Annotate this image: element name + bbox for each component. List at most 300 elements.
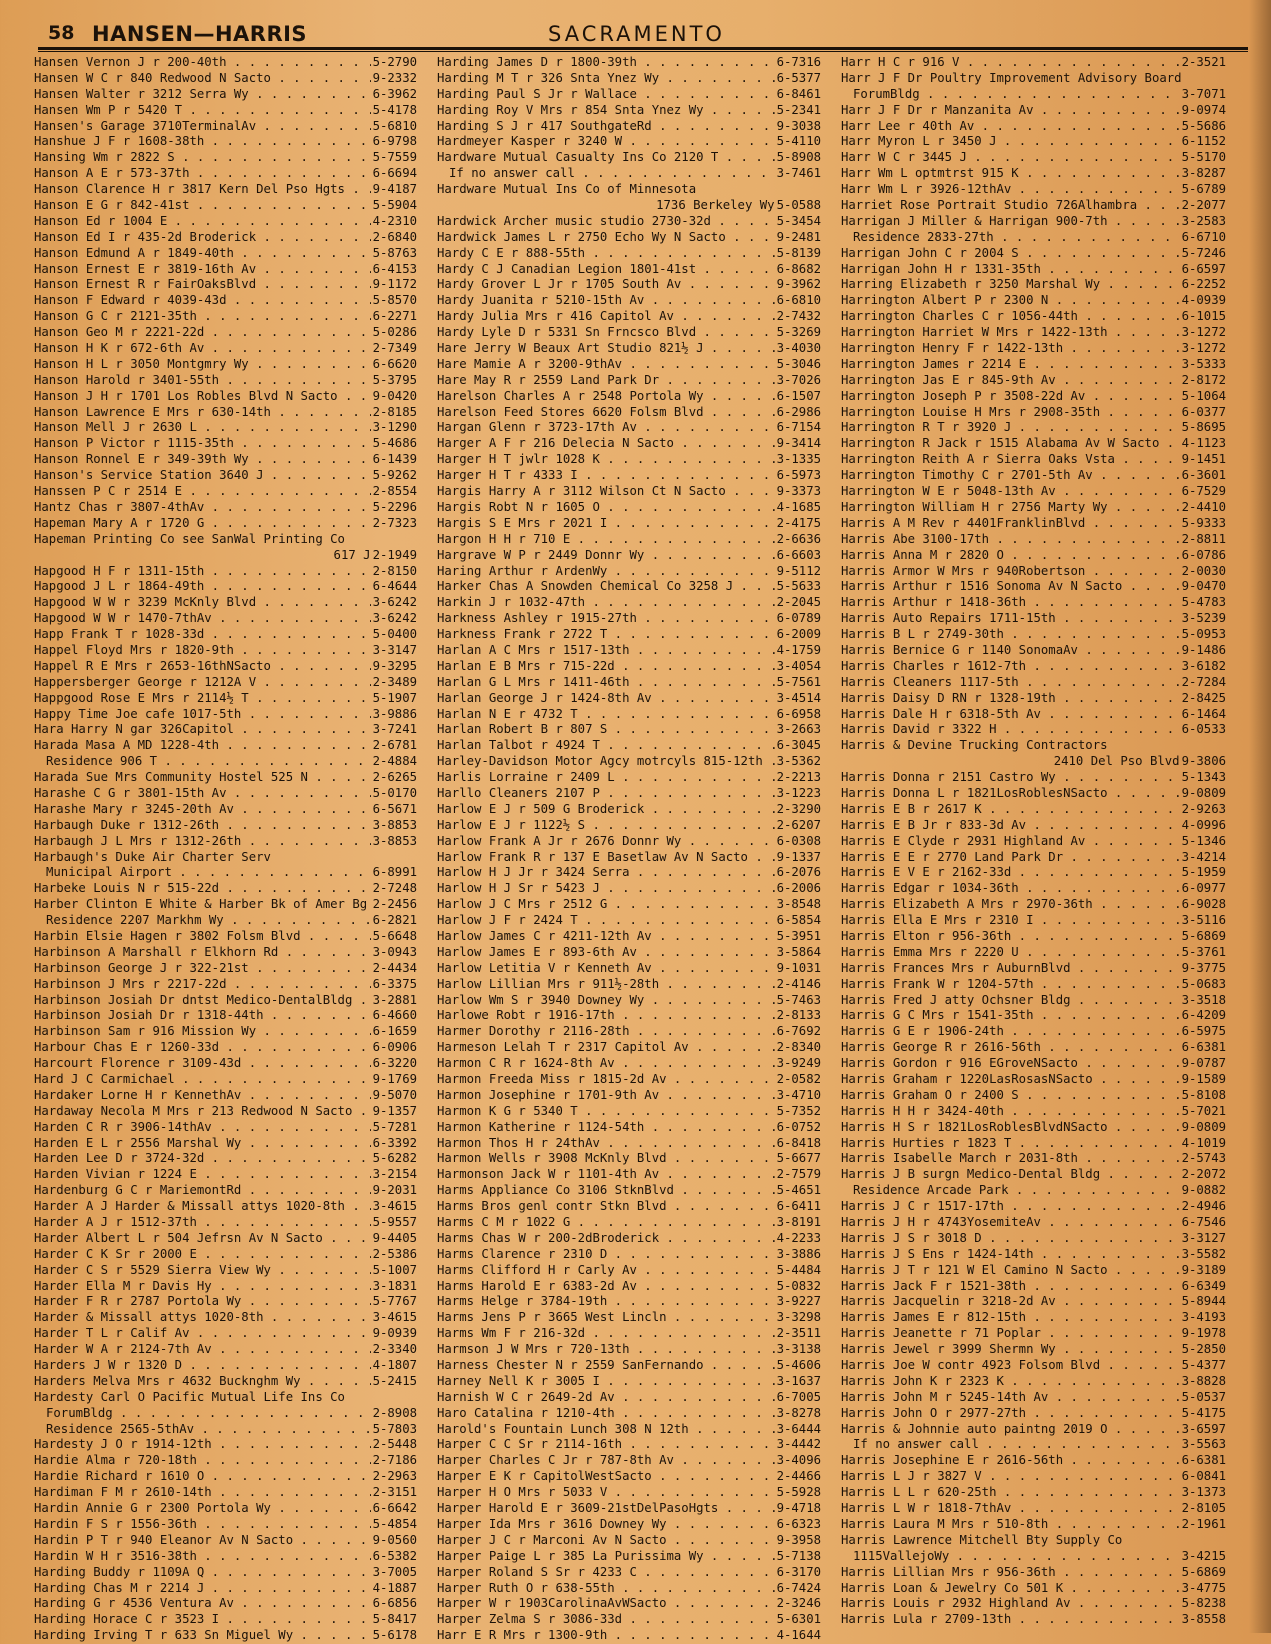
listing-text: Harris Elton r 956-36th . . . — [841, 929, 1180, 945]
phone-number: 5-4377 — [1181, 1358, 1226, 1373]
listing-entry — [437, 1215, 821, 1231]
phone-number: 2-3151 — [372, 1485, 417, 1500]
phone-number: 3-6242 — [372, 595, 417, 610]
phone-number: 6-3392 — [372, 1135, 417, 1150]
phone-number: 3-4030 — [776, 341, 821, 356]
listing-text: Hansing Wm r 2822 S . . . — [34, 150, 371, 166]
phone-number: 2-2213 — [776, 770, 821, 785]
listing-text: Harmon Wells r 3908 McKnly Blvd . . . — [437, 1151, 775, 1167]
listing-text: ForumBldg . . . — [34, 1406, 371, 1422]
listing-entry — [34, 262, 417, 278]
listing-text: Harris Cleaners 1117-5th . . . — [841, 675, 1180, 691]
listing-text: Hargis Robt N r 1605 O . . . — [437, 500, 775, 516]
phone-number: 3-1335 — [776, 452, 821, 467]
listing-text: Harlan Talbot r 4924 T . . . — [437, 738, 775, 754]
listing-entry — [841, 675, 1226, 691]
listing-entry — [34, 881, 417, 897]
listing-text: Harelson Charles A r 2548 Portola Wy . . . — [437, 389, 775, 405]
listing-text: Harris L W r 1818-7thAv . . . — [841, 1501, 1180, 1517]
listing-text: Harding M T r 326 Snta Ynez Wy . . . — [437, 71, 775, 87]
phone-number: 3-4054 — [776, 658, 821, 673]
listing-text: Harlow Frank R r 137 E Basetlaw Av N Sacto . . . — [437, 850, 775, 866]
phone-number: 3-1272 — [1181, 325, 1226, 340]
phone-number: 5-8763 — [372, 245, 417, 260]
phone-number: 6-2252 — [1181, 277, 1226, 292]
listing-text: Hanson A E r 573-37th . . . — [34, 166, 371, 182]
phone-number: 5-8139 — [776, 245, 821, 260]
listing-text: Hardy Grover L Jr r 1705 South Av . . . — [437, 277, 775, 293]
listing-text: Hara Harry N gar 326Capitol . . . — [34, 722, 371, 738]
listing-text: Harrington Louise H Mrs r 2908-35th . . . — [841, 405, 1180, 421]
phone-number: 3-3127 — [1181, 1230, 1226, 1245]
listing-entry — [34, 87, 417, 103]
listing-entry — [841, 1453, 1226, 1469]
listing-text: Harms Appliance Co 3106 StknBlvd . . . — [437, 1183, 775, 1199]
listing-text: Harris Frances Mrs r AuburnBlvd . . . — [841, 961, 1180, 977]
listing-text: Harlow J C Mrs r 2512 G . . . — [437, 897, 775, 913]
listing-text: Harders Melva Mrs r 4632 Bucknghm Wy . . . — [34, 1374, 371, 1390]
listing-text: Hanson Mell J r 2630 L . . . — [34, 420, 371, 436]
listing-entry — [34, 277, 417, 293]
phone-number: 5-7021 — [1181, 1103, 1226, 1118]
listing-entry — [34, 1374, 417, 1390]
listing-text: Hardy C E r 888-55th . . . — [437, 246, 775, 262]
listing-text: Hanson E G r 842-41st . . . — [34, 198, 371, 214]
phone-number: 5-2415 — [372, 1373, 417, 1388]
listing-text: Harrington Jas E r 845-9th Av . . . — [841, 373, 1180, 389]
page-binding-shadow — [1249, 0, 1271, 1633]
phone-number: 2-5386 — [372, 1246, 417, 1261]
listing-text: Harris Anna M r 2820 O . . . — [841, 548, 1180, 564]
phone-number: 9-3414 — [776, 436, 821, 451]
listing-entry — [437, 802, 821, 818]
listing-text: Hanson Ronnel E r 349-39th Wy . . . — [34, 452, 371, 468]
listing-entry — [34, 1183, 417, 1199]
phone-number: 2-6207 — [776, 817, 821, 832]
listing-entry — [437, 516, 821, 532]
listing-text: 617 J — [333, 547, 371, 562]
phone-number: 6-3220 — [372, 1056, 417, 1071]
listing-entry — [34, 961, 417, 977]
listing-entry — [34, 1136, 417, 1152]
listing-entry — [841, 977, 1226, 993]
phone-number: 5-7803 — [372, 1421, 417, 1436]
phone-number: 5-8695 — [1181, 420, 1226, 435]
listing-entry — [841, 1151, 1226, 1167]
listing-text: Harper Ruth O r 638-55th . . . — [437, 1581, 775, 1597]
listing-entry — [841, 1247, 1226, 1263]
listing-entry — [34, 579, 417, 595]
listing-entry — [34, 198, 417, 214]
phone-number: 6-8991 — [372, 865, 417, 880]
listing-entry — [841, 309, 1226, 325]
listing-entry — [437, 484, 821, 500]
listing-text: Hansen Wm P r 5420 T . . . — [34, 103, 371, 119]
listing-text: Hanson H L r 3050 Montgmry Wy . . . — [34, 357, 371, 373]
phone-number: 5-0953 — [1181, 627, 1226, 642]
listing-entry — [437, 1247, 821, 1263]
listing-entry — [34, 1072, 417, 1088]
listing-entry — [34, 977, 417, 993]
listing-entry — [841, 1279, 1226, 1295]
phone-number: 5-6648 — [372, 928, 417, 943]
listing-text: Hanson Ed r 1004 E . . . — [34, 214, 371, 230]
listing-text: Hardware Mutual Ins Co of Minnesota — [437, 182, 697, 197]
phone-number: 6-4644 — [372, 579, 417, 594]
phone-number: 6-7692 — [776, 1024, 821, 1039]
phone-number: 6-6642 — [372, 1501, 417, 1516]
phone-number: 2-4434 — [372, 960, 417, 975]
phone-number: 6-6597 — [1181, 261, 1226, 276]
phone-number: 6-3170 — [776, 1564, 821, 1579]
listing-entry — [437, 1008, 821, 1024]
phone-number: 5-6677 — [776, 1151, 821, 1166]
listing-text: Harbinson Josiah Dr dntst Medico-DentalBldg . . . — [34, 993, 371, 1009]
phone-number: 3-7241 — [372, 722, 417, 737]
listing-entry — [841, 262, 1226, 278]
phone-number: 5-6301 — [776, 1612, 821, 1627]
column-1 — [34, 55, 417, 1644]
phone-number: 6-1015 — [1181, 309, 1226, 324]
phone-number: 3-3298 — [776, 1310, 821, 1325]
phone-number: 5-4178 — [372, 102, 417, 117]
phone-number: 6-2076 — [776, 865, 821, 880]
phone-number: 2-7432 — [776, 309, 821, 324]
phone-number: 9-5070 — [372, 1087, 417, 1102]
listing-text: Harris Daisy D RN r 1328-19th . . . — [841, 691, 1180, 707]
listing-entry — [841, 1565, 1226, 1581]
listing-entry — [34, 103, 417, 119]
listing-entry — [437, 548, 821, 564]
phone-number: 6-6958 — [776, 706, 821, 721]
listing-entry — [437, 103, 821, 119]
listing-entry — [841, 929, 1226, 945]
phone-number: 6-1439 — [372, 452, 417, 467]
listing-entry — [841, 134, 1226, 150]
listing-entry — [34, 1342, 417, 1358]
phone-number: 4-1123 — [1181, 436, 1226, 451]
listing-text: Harbinson Sam r 916 Mission Wy . . . — [34, 1024, 371, 1040]
listing-entry — [34, 818, 417, 834]
phone-number: 6-1464 — [1181, 706, 1226, 721]
listing-text: Harris Josephine E r 2616-56th . . . — [841, 1453, 1180, 1469]
phone-number: 6-8682 — [776, 261, 821, 276]
listing-entry — [437, 993, 821, 1009]
phone-number: 9-0882 — [1181, 1183, 1226, 1198]
listing-text: Harding Chas M r 2214 J . . . — [34, 1581, 371, 1597]
phone-number: 5-2296 — [372, 499, 417, 514]
listing-text: Harris J T r 121 W El Camino N Sacto . . . — [841, 1263, 1180, 1279]
phone-number: 6-2271 — [372, 309, 417, 324]
listing-text: Harris Hurties r 1823 T . . . — [841, 1136, 1180, 1152]
listing-text: Hanson F Edward r 4039-43d . . . — [34, 293, 371, 309]
listing-entry — [437, 1183, 821, 1199]
phone-number: 2-7349 — [372, 341, 417, 356]
listing-text: Harr H C r 916 V . . . — [841, 55, 1180, 71]
listing-text: Harris Ella E Mrs r 2310 I . . . — [841, 913, 1180, 929]
listing-entry — [437, 850, 821, 866]
listing-text: Harbinson Josiah Dr r 1318-44th . . . — [34, 1008, 371, 1024]
listing-entry — [437, 945, 821, 961]
listing-text: Harris Arthur r 1418-36th . . . — [841, 595, 1180, 611]
listing-text: Harbeke Louis N r 515-22d . . . — [34, 881, 371, 897]
phone-number: 3-8853 — [372, 817, 417, 832]
listing-entry — [841, 1183, 1226, 1199]
phone-number: 2-5448 — [372, 1437, 417, 1452]
listing-text: Harms Jens P r 3665 West Lincln . . . — [437, 1310, 775, 1326]
listing-text: Hanson Ernest E r 3819-16th Av . . . — [34, 262, 371, 278]
phone-number: 6-5973 — [776, 468, 821, 483]
listing-text: If no answer call . . . — [841, 1437, 1180, 1453]
listing-text: Happgood Rose E Mrs r 2114½ T . . . — [34, 691, 371, 707]
listing-entry — [437, 1390, 821, 1406]
listing-text: Harris E E r 2770 Land Park Dr . . . — [841, 850, 1180, 866]
listing-text: Harlow Frank A Jr r 2676 Donnr Wy . . . — [437, 834, 775, 850]
listing-text: Harris E Clyde r 2931 Highland Av . . . — [841, 834, 1180, 850]
phone-number: 3-2154 — [372, 1167, 417, 1182]
phone-number: 6-0789 — [776, 611, 821, 626]
listing-text: Harbin Elsie Hagen r 3802 Folsm Blvd . . . — [34, 929, 371, 945]
listing-entry — [34, 1437, 417, 1453]
phone-number: 5-6869 — [1181, 1564, 1226, 1579]
listing-entry — [437, 961, 821, 977]
listing-text: Harnish W C r 2649-2d Av . . . — [437, 1390, 775, 1406]
listing-entry — [437, 230, 821, 246]
phone-number: 2-3489 — [372, 674, 417, 689]
listing-text: Happel R E Mrs r 2653-16thNSacto . . . — [34, 659, 371, 675]
listing-entry — [34, 675, 417, 691]
listing-text: Harrington Charles C r 1056-44th . . . — [841, 309, 1180, 325]
listing-text: Hardmeyer Kasper r 3240 W . . . — [437, 134, 775, 150]
listing-entry — [437, 1056, 821, 1072]
listing-text: Harlow J F r 2424 T . . . — [437, 913, 775, 929]
phone-number: 3-9227 — [776, 1294, 821, 1309]
phone-number: 6-6411 — [776, 1199, 821, 1214]
phone-number: 4-1644 — [776, 1628, 821, 1643]
listing-text: Harber Clinton E White & Harber Bk of Amer Bg . . . — [34, 897, 371, 913]
listing-text: Harder A J Harder & Missall attys 1020-8th . . . — [34, 1199, 371, 1215]
phone-number: 2-5743 — [1181, 1151, 1226, 1166]
listing-entry — [841, 1517, 1226, 1533]
listing-text: Hanson Harold r 3401-55th . . . — [34, 373, 371, 389]
listing-text: Harper W r 1903CarolinaAvWSacto . . . — [437, 1596, 775, 1612]
listing-text: Hargrave W P r 2449 Donnr Wy . . . — [437, 548, 775, 564]
listing-entry — [841, 643, 1226, 659]
listing-entry — [34, 150, 417, 166]
phone-number: 2-7579 — [776, 1167, 821, 1182]
phone-number: 6-7529 — [1181, 484, 1226, 499]
phone-number: 3-5333 — [1181, 356, 1226, 371]
phone-number: 6-0533 — [1181, 722, 1226, 737]
listing-entry — [437, 897, 821, 913]
phone-number: 9-0939 — [372, 1326, 417, 1341]
listing-entry — [841, 182, 1226, 198]
listing-text: Harris Loan & Jewelry Co 501 K . . . — [841, 1581, 1180, 1597]
listing-text: Hargan Glenn r 3723-17th Av . . . — [437, 420, 775, 436]
listing-text: Harper Charles C Jr r 787-8th Av . . . — [437, 1453, 775, 1469]
phone-number: 6-5975 — [1181, 1024, 1226, 1039]
phone-number: 3-5362 — [776, 754, 821, 769]
listing-entry — [34, 1263, 417, 1279]
listing-entry — [841, 103, 1226, 119]
listing-entry — [437, 643, 821, 659]
phone-number: 5-7463 — [776, 992, 821, 1007]
listing-entry — [841, 691, 1226, 707]
phone-number: 2-8133 — [776, 1008, 821, 1023]
listing-text: Hanson Ed I r 435-2d Broderick . . . — [34, 230, 371, 246]
listing-text: Harris H S r 1821LosRoblesBlvdNSacto . . . — [841, 1120, 1180, 1136]
listing-text: Harbaugh J L Mrs r 1312-26th . . . — [34, 834, 371, 850]
listing-text: Harris Lula r 2709-13th . . . — [841, 1612, 1180, 1628]
listing-text: Harris John M r 5245-14th Av . . . — [841, 1390, 1180, 1406]
listing-text: Harker Chas A Snowden Chemical Co 3258 J . . . — [437, 579, 775, 595]
phone-number: 2-6781 — [372, 738, 417, 753]
listing-entry — [841, 786, 1226, 802]
phone-number: 5-3454 — [776, 213, 821, 228]
listing-entry — [841, 579, 1226, 595]
listing-entry — [841, 1342, 1226, 1358]
listing-entry — [437, 293, 821, 309]
listing-entry — [437, 675, 821, 691]
listing-text: Harrington James r 2214 E . . . — [841, 357, 1180, 373]
listing-text: Hardin F S r 1556-36th . . . — [34, 1517, 371, 1533]
phone-number: 5-2790 — [372, 55, 417, 69]
listing-text: Harms Helge r 3784-19th . . . — [437, 1294, 775, 1310]
phone-number: 5-6869 — [1181, 928, 1226, 943]
listing-entry — [437, 691, 821, 707]
listing-text: Hardaker Lorne H r KennethAv . . . — [34, 1088, 371, 1104]
phone-number: 3-7461 — [776, 166, 821, 181]
phone-number: 5-2341 — [776, 102, 821, 117]
phone-number: 6-0786 — [1181, 547, 1226, 562]
listing-text: Harper H O Mrs r 5033 V . . . — [437, 1485, 775, 1501]
listing-text: Harris Jack F r 1521-38th . . . — [841, 1279, 1180, 1295]
phone-number: 4-2310 — [372, 213, 417, 228]
phone-number: 6-6381 — [1181, 1453, 1226, 1468]
phone-number: 6-5382 — [372, 1548, 417, 1563]
phone-number: 3-4615 — [372, 1310, 417, 1325]
listing-entry — [34, 1485, 417, 1501]
phone-number: 3-6242 — [372, 611, 417, 626]
phone-number: 3-5582 — [1181, 1246, 1226, 1261]
listing-entry — [437, 1120, 821, 1136]
listing-text: Harris Jeanette r 71 Poplar . . . — [841, 1326, 1180, 1342]
listing-text: Harris Louis r 2932 Highland Av . . . — [841, 1596, 1180, 1612]
phone-number: 9-0787 — [1181, 1056, 1226, 1071]
listing-entry — [437, 977, 821, 993]
listing-entry — [841, 420, 1226, 436]
phone-number: 9-1769 — [372, 1072, 417, 1086]
listing-entry — [841, 1263, 1226, 1279]
listing-text: Harris H H r 3424-40th . . . — [841, 1104, 1180, 1120]
listing-entry — [841, 500, 1226, 516]
listing-entry — [841, 1199, 1226, 1215]
phone-number: 6-0752 — [776, 1119, 821, 1134]
listing-entry — [437, 1565, 821, 1581]
phone-number: 4-1019 — [1181, 1135, 1226, 1150]
listing-entry — [841, 913, 1226, 929]
listing-entry — [437, 71, 821, 87]
phone-number: 3-2881 — [372, 992, 417, 1007]
listing-text: Hare May R r 2559 Land Park Dr . . . — [437, 373, 775, 389]
listing-text: Harris L J r 3827 V . . . — [841, 1469, 1180, 1485]
listing-text: Hare Jerry W Beaux Art Studio 821½ J . . . — [437, 341, 775, 357]
listing-entry — [437, 1406, 821, 1422]
listing-entry — [841, 119, 1226, 135]
listing-text: Harder Albert L r 504 Jefrsn Av N Sacto . . . — [34, 1231, 371, 1247]
listing-text: Harding Horace C r 3523 I . . . — [34, 1612, 371, 1628]
listing-entry — [841, 150, 1226, 166]
listing-text: Harder Ella M r Davis Hy . . . — [34, 1279, 371, 1295]
listing-text: Harashe C G r 3801-15th Av . . . — [34, 786, 371, 802]
listing-entry — [34, 1167, 417, 1183]
listing-entry — [437, 1501, 821, 1517]
listing-entry — [34, 1151, 417, 1167]
listing-entry — [841, 373, 1226, 389]
listing-text: Harris J S r 3018 D . . . — [841, 1231, 1180, 1247]
listing-entry — [34, 691, 417, 707]
listing-text: Harris & Johnnie auto paintng 2019 O . . . — [841, 1422, 1180, 1438]
listing-text: Hanssen P C r 2514 E . . . — [34, 484, 371, 500]
listing-entry — [34, 230, 417, 246]
phone-number: 6-6349 — [1181, 1278, 1226, 1293]
listing-text: Residence 906 T . . . — [34, 754, 371, 770]
listing-text: Harris E B Jr r 833-3d Av . . . — [841, 818, 1180, 834]
page-number: 58 — [48, 22, 75, 44]
listing-entry — [841, 897, 1226, 913]
listing-text: Hanson's Service Station 3640 J . . . — [34, 468, 371, 484]
phone-number: 6-1659 — [372, 1024, 417, 1039]
listing-text: Harris Frank W r 1204-57th . . . — [841, 977, 1180, 993]
phone-number: 5-8238 — [1181, 1596, 1226, 1611]
listing-entry — [437, 1136, 821, 1152]
listing-entry — [437, 1151, 821, 1167]
listing-entry — [34, 1056, 417, 1072]
listing-entry — [841, 1358, 1226, 1374]
listing-entry — [841, 802, 1226, 818]
phone-number: 5-6789 — [1181, 182, 1226, 197]
listing-entry — [437, 436, 821, 452]
listing-entry — [841, 1024, 1226, 1040]
listing-entry — [34, 516, 417, 532]
listing-text: Harris John K r 2323 K . . . — [841, 1374, 1180, 1390]
listing-entry — [437, 87, 821, 103]
listing-entry — [841, 1596, 1226, 1612]
listing-entry — [841, 325, 1226, 341]
listing-text: 2410 Del Pso Blvd — [1053, 754, 1180, 769]
listing-text: Harlan E B Mrs r 715-22d . . . — [437, 659, 775, 675]
listing-entry — [841, 293, 1226, 309]
listing-text: Harney Nell K r 3005 I . . . — [437, 1374, 775, 1390]
phone-number: 5-4175 — [1181, 1405, 1226, 1420]
listing-entry — [841, 1231, 1226, 1247]
phone-number: 6-5377 — [776, 70, 821, 85]
listing-entry — [437, 166, 821, 182]
phone-number: 5-1064 — [1181, 388, 1226, 403]
listing-entry — [34, 420, 417, 436]
phone-number: 4-2233 — [776, 1230, 821, 1245]
listing-text: Harrington Henry F r 1422-13th . . . — [841, 341, 1180, 357]
listing-text: Harris Auto Repairs 1711-15th . . . — [841, 611, 1180, 627]
listing-text: Harding G r 4536 Ventura Av . . . — [34, 1596, 371, 1612]
phone-number: 2-2963 — [372, 1469, 417, 1484]
listing-entry — [34, 1453, 417, 1469]
listing-text: Harder T L r Calif Av . . . — [34, 1326, 371, 1342]
listing-text: Hanson Edmund A r 1849-40th . . . — [34, 246, 371, 262]
phone-number: 9-3806 — [1181, 754, 1226, 769]
listing-entry — [34, 293, 417, 309]
listing-text: Harness Chester N r 2559 SanFernando . . . — [437, 1358, 775, 1374]
